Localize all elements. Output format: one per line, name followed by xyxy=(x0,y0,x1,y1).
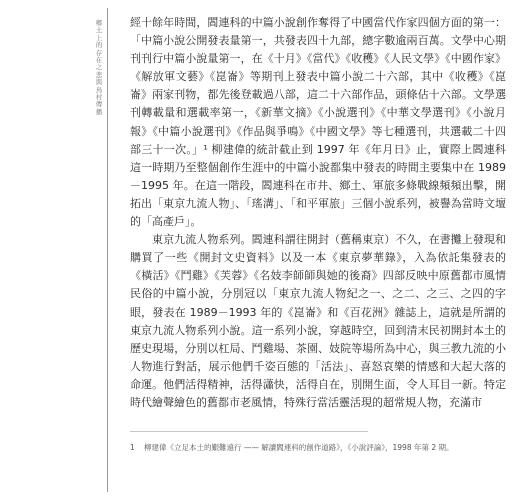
footnote-number: 1 xyxy=(130,443,135,452)
margin-rule xyxy=(107,8,108,492)
paragraph-1: 經十餘年時間，閻連科的中篇小說創作奪得了中國當代作家四個方面的第一：「中篇小說公開發表量第一，共發表四十九部，總字數逾兩百萬。文學中心期刊刊行中篇小說量第一，在《十月》《當代》《收穫》《人民文學》《中國作家》《解放軍文藝》《崑崙》等期刊上發表中篇小說二十六部，其中《收穫》《崑崙》兩家刊物，都先後登載過八部，這二十六部作品，頭條佔十六部。文學選刊轉載量和選載率第一，《新華文摘》《小說選刊》《中華文學選刊》《小說月報》《中篇小說選刊》《作品與爭鳴》《中國文學》等七種選刊，共選載二十四部三十一次。」¹ 柳建偉的統計截止到 1997 年《年月日》止，實際上閻連科這一時期乃至整個創作生涯中的中篇小說都集中發表的時間主要集中在 1989－1995 年。在這一階段，閻連科在市井、鄉土、軍旅多條戰線頻頻出擊，開拓出「東京九流人物」、「瑤溝」、「和平軍旅」三個小說系列，被譽為當時文壇的「高產戶」。 xyxy=(130,16,506,229)
running-head: 鄉土上的存在之悲與鳥村傳播 xyxy=(95,19,103,116)
paragraph-2: 東京九流人物系列。閻連科謂往開封（舊稱東京）不久，在書攤上發現和購買了一些《開封文史資料》以及一本《東京夢華錄》，入為依託集發表的《橫活》《鬥雞》《芙蓉》《名妓李師師與她的後裔》四部反映中原舊都市風情民俗的中篇小說，分別冠以「東京九流人物紀之一、之二、之三、之四的字眼，發表在 1989－1993 年的《崑崙》和《百花洲》雜誌上，這就是所謂的東京九流人物系列小說。這一系列小說，穿越時空，回到清末民初開封本土的歷史現場，分別以杠局、鬥雞場、茶園、妓院等場所為中心，與三教九流的小人物進行對話，展示他們千姿百態的「活法」、喜怒哀樂的情感和大起大落的命運。他們活得精神，活得瀟快，活得自在，別開生面，令人耳目一新。特定時代繪聲繪色的舊都市老風情，特殊行當活靈活現的超常規人物，充滿市 xyxy=(130,233,506,409)
footnote-divider xyxy=(130,431,368,432)
footnote xyxy=(130,442,506,454)
body-text xyxy=(130,14,506,412)
footnote-text: 柳建偉《立足本土的艱難遠行 —— 解讀閻連科的創作道路》，《小說評論》，1998 年第 2 期。 xyxy=(144,443,454,452)
